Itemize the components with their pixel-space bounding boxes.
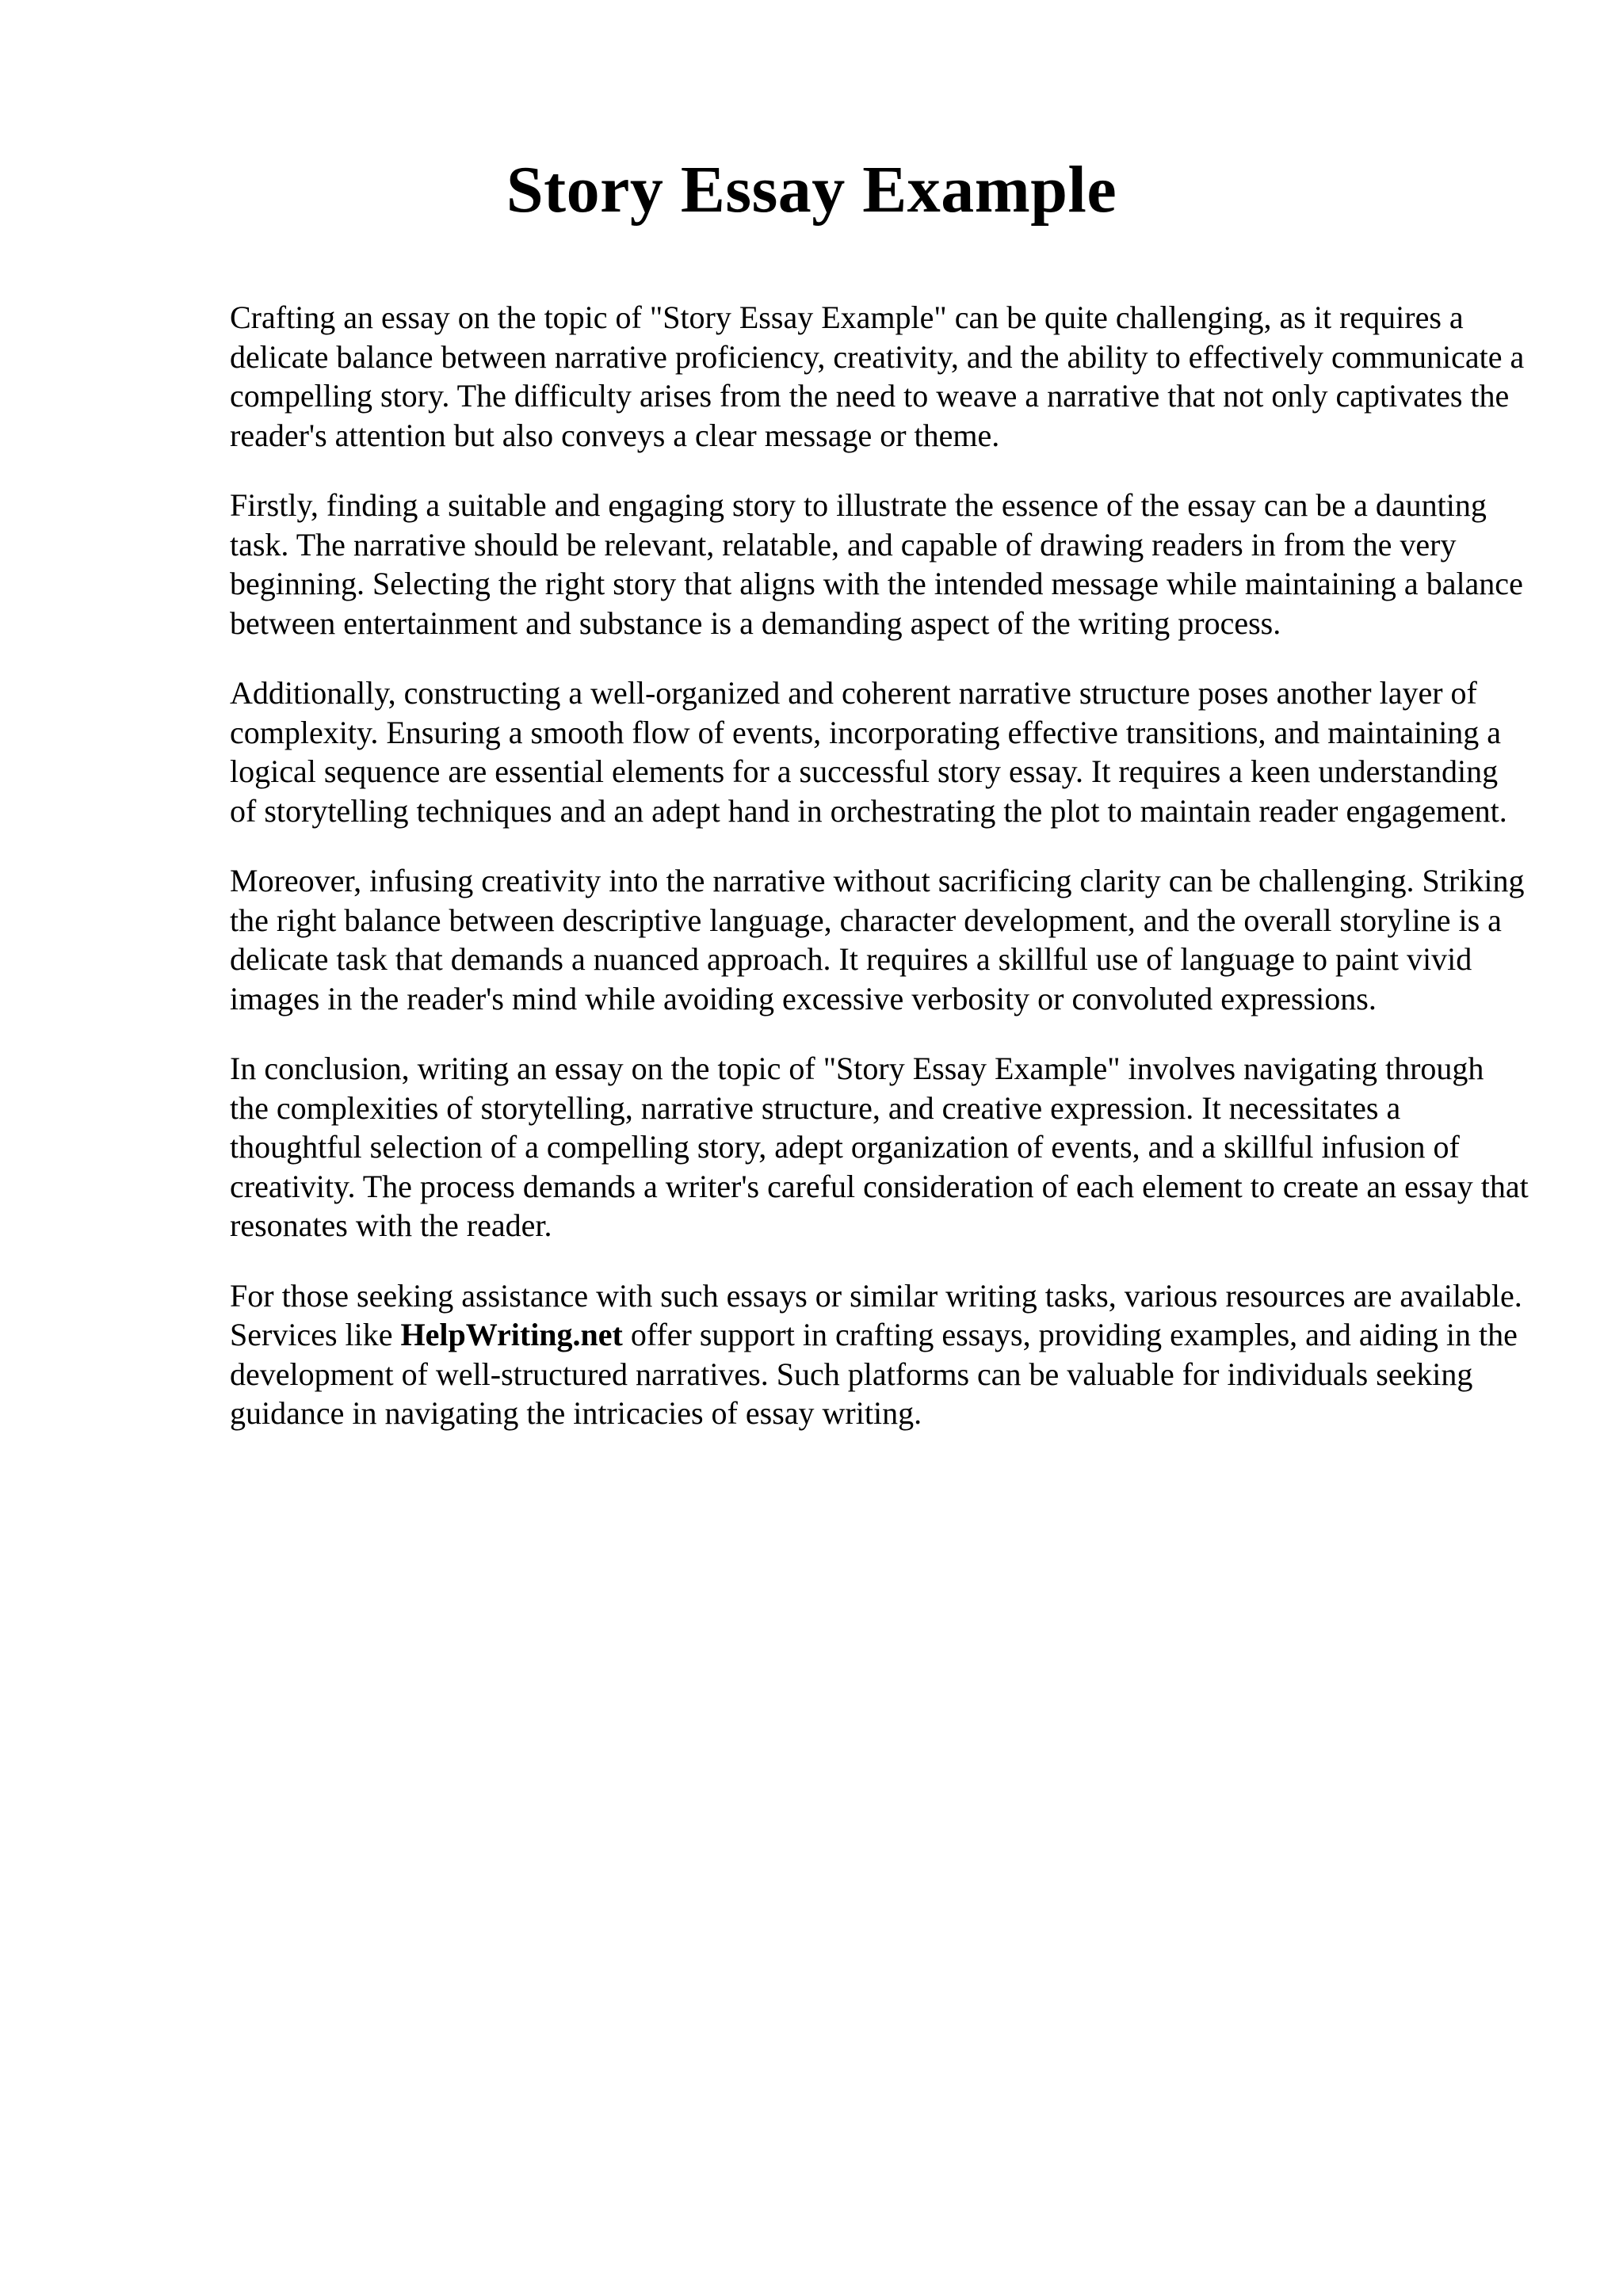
paragraph-intro: Crafting an essay on the topic of "Story Essay Example" can be quite challenging, as it requires a delicate balance between narrative proficiency, creativity, and the ability to effectively communicate a compelling story. The difficulty arises from the need to weave a narrative that not only captivates the reader's attention but also conveys a clear message or theme. (230, 299, 1525, 453)
page-title: Story Essay Example (506, 153, 1117, 227)
paragraph-moreover: Moreover, infusing creativity into the narrative without sacrificing clarity can be challenging. Striking the right balance between descriptive language, character development, and the overall storyline is a delicate task that demands a nuanced approach. It requires a skillful use of language to paint vivid images in the reader's mind while avoiding excessive verbosity or convoluted expressions. (230, 863, 1525, 1016)
resources-text-after: offer support in crafting essays, providing examples, and aiding in the development of well-structured narratives. Such platforms can be valuable for individuals seeking guidance in navigating the intricacies of essay writing. (230, 1317, 1518, 1431)
paragraph-conclusion: In conclusion, writing an essay on the topic of "Story Essay Example" involves navigating through the complexities of storytelling, narrative structure, and creative expression. It necessitates a thoughtful selection of a compelling story, adept organization of events, and a skillful infusion of creativity. The process demands a writer's careful consideration of each element to create an essay that resonates with the reader. (230, 1051, 1529, 1243)
essay-body (230, 298, 1529, 1464)
helpwriting-link[interactable]: HelpWriting.net (400, 1317, 623, 1352)
paragraph-firstly: Firstly, finding a suitable and engaging story to illustrate the essence of the essay can be a daunting task. The narrative should be relevant, relatable, and capable of drawing readers in from the very beginning. Selecting the right story that aligns with the intended message while maintaining a balance between entertainment and substance is a demanding aspect of the writing process. (230, 487, 1523, 641)
resources-text-before: For those seeking assistance with such essays or similar writing tasks, various resources are available. Services like (230, 1277, 1522, 1352)
paragraph-additionally: Additionally, constructing a well-organized and coherent narrative structure poses another layer of complexity. Ensuring a smooth flow of events, incorporating effective transitions, and maintaining a logical sequence are essential elements for a successful story essay. It requires a keen understanding of storytelling techniques and an adept hand in orchestrating the plot to maintain reader engagement. (230, 675, 1507, 829)
paragraph-resources (230, 1276, 1529, 1433)
